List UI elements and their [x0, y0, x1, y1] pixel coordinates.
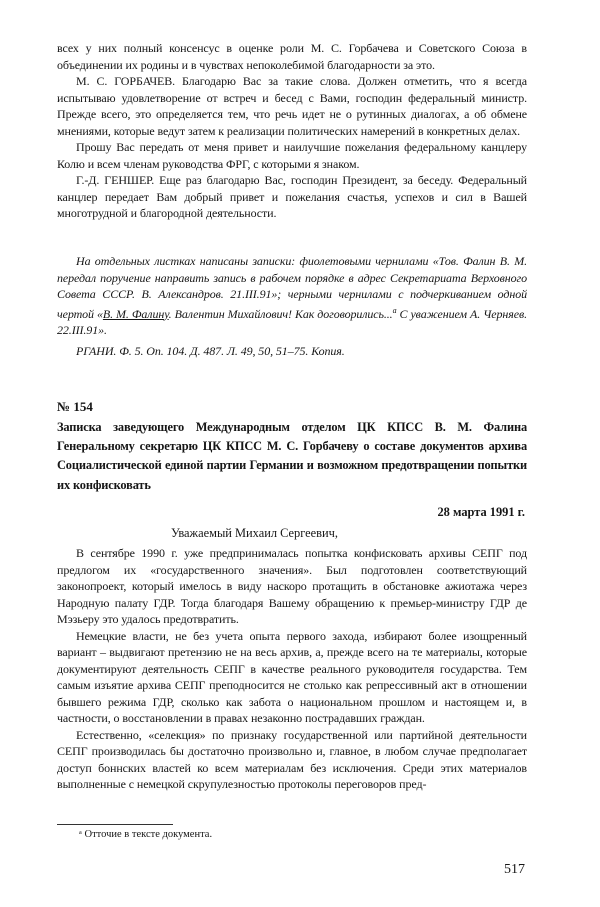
source-citation-block: [57, 343, 527, 360]
paragraph: всех у них полный консенсус в оценке роли М. С. Горбачева и Советского Союза в объединении их родины и в чувствах непоколебимой благодарности за это.: [57, 41, 527, 72]
paragraph: Прошу Вас передать от меня привет и наилучшие пожелания федеральному канцлеру Колю и всем членам руководства ФРГ, с которыми я знаком.: [57, 140, 527, 171]
source-citation: РГАНИ. Ф. 5. Оп. 104. Д. 487. Л. 49, 50, 51–75. Копия.: [76, 344, 345, 358]
note-paragraph: На отдельных листках написаны записки: фиолетовыми чернилами «Тов. Фалин В. М. передал поручение направить запись в рабочем порядке в адрес Секретариата Верховного Совета СССР. В. Александров. 21.III.91»; черными чернилами с подчеркиванием одной чертой «В. М. Фалину. Валентин Михайлович! Как договорились...$^а$ С уважением А. Черняев. 22.III.91».: [57, 254, 527, 337]
footnote-mark: а: [392, 305, 397, 315]
paragraph: Естественно, «селекция» по признаку государственной или партийной деятельности СЕПГ производилась бы достаточно произвольно и, главное, в любом случае предполагает доступ боннских властей ко всем материалам без исключения. Среди этих материалов выполненные с немецкой скрупулезностью протоколы переговоров пред-: [57, 727, 527, 791]
letter-body: [57, 545, 527, 793]
footnote-divider: [57, 824, 173, 825]
document-number: № 154: [57, 399, 93, 414]
conversation-block: [57, 40, 527, 222]
paragraph: Г.-Д. ГЕНШЕР. Еще раз благодарю Вас, господин Президент, за беседу. Федеральный канцлер передает Вам добрый привет и пожелания счастья, успехов и сил в Вашей многотрудной и благородной деятельности.: [57, 173, 527, 220]
archival-note: [57, 253, 527, 339]
underlined-name: В. М. Фалину: [102, 306, 169, 321]
document-page: [57, 0, 527, 907]
document-date: 28 марта 1991 г.: [437, 505, 525, 519]
salutation: Уважаемый Михаил Сергеевич,: [171, 526, 338, 540]
paragraph: В сентябре 1990 г. уже предпринималась попытка конфисковать архивы СЕПГ под предлогом их «государственного значения». Был подготовлен соответствующий законопроект, который имелось в виду наскоро протащить в обстановке ажиотажа через Народную палату ГДР. Тогда благодаря Вашему обращению к премьер-министру ГДР де Мэзьеру это удалось предотвратить.: [57, 546, 527, 626]
paragraph: М. С. ГОРБАЧЕВ. Благодарю Вас за такие слова. Должен отметить, что я всегда испытываю удовлетворение от встреч и бесед с Вами, господин федеральный министр. Прежде всего, это определяется тем, что речь идет не о рутинных диалогах, а об обмене мнениями, которые ведут затем к реализации политических намерений в конкретных делах.: [57, 74, 527, 138]
document-title: Записка заведующего Международным отделом ЦК КПСС В. М. Фалина Генеральному секретарю ЦК КПСС М. С. Горбачеву о составе документов архива Социалистической единой партии Германии и возможном предотвращении попытки их конфисковать: [57, 420, 527, 492]
footnote: ᵃ Отточие в тексте документа.: [79, 829, 213, 840]
paragraph: Немецкие власти, не без учета опыта первого захода, избирают более изощренный вариант – выдвигают претензию не на весь архив, а, прежде всего на те материалы, которые документируют деятельность СЕПГ в качестве реального руководителя государства. Тем самым изъятие архива СЕПГ преподносится не столько как репрессивный акт в отношении бывшего режима ГДР, сколько как забота о национальном прошлом и настоящем и, в частности, о восстановлении в правах незаконно пострадавших граждан.: [57, 628, 527, 725]
page-number: 517: [504, 862, 525, 877]
